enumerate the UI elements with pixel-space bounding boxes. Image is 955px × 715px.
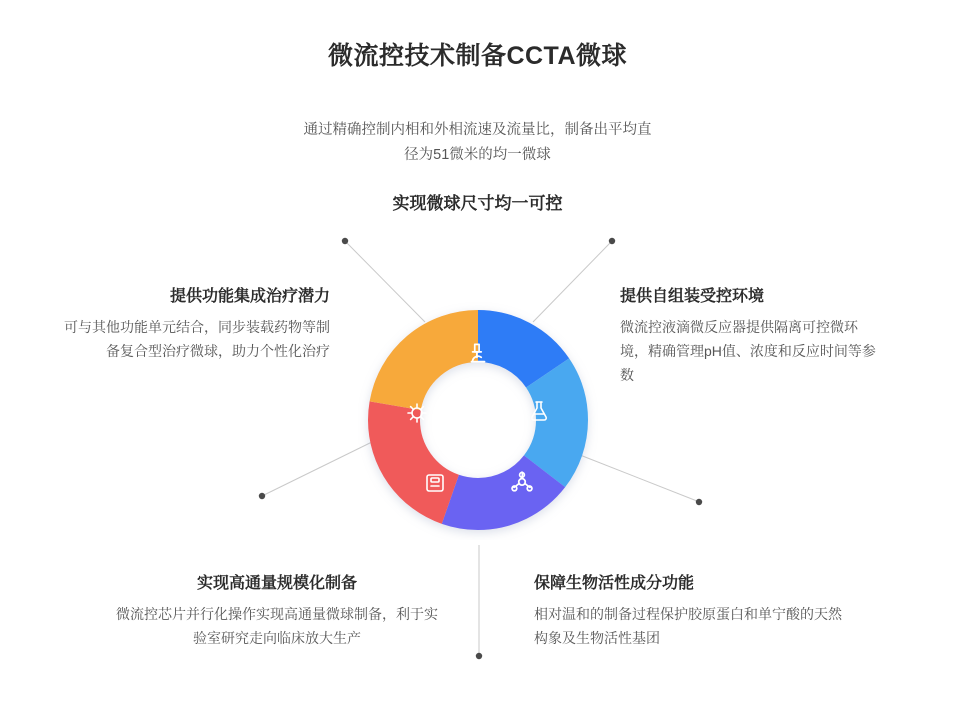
biohazard-icon — [505, 466, 539, 500]
callout-body: 可与其他功能单元结合，同步装载药物等制备复合型治疗微球，助力个性化治疗 — [64, 319, 330, 359]
callout-body: 微流控芯片并行化操作实现高通量微球制备，利于实验室研究走向临床放大生产 — [116, 606, 438, 646]
callout-heading: 提供功能集成治疗潜力 — [169, 288, 330, 305]
top-description: 通过精确控制内相和外相流速及流量比，制备出平均直径为51微米的均一微球 — [303, 122, 652, 163]
callout-body: 相对温和的制备过程保护胶原蛋白和单宁酸的天然构象及生物活性基团 — [534, 606, 842, 646]
virus-icon — [400, 396, 434, 430]
page-title: 微流控技术制备CCTA微球 — [327, 42, 628, 70]
callout-body: 微流控液滴微反应器提供隔离可控微环境，精确管理pH值、浓度和反应时间等参数 — [620, 319, 876, 383]
scale-icon — [418, 466, 452, 500]
callout-potential — [55, 283, 330, 363]
callout-heading: 实现高通量规模化制备 — [196, 575, 357, 592]
top-headline: 实现微球尺寸均一可控 — [392, 194, 563, 213]
donut-chart — [358, 300, 598, 540]
callout-scale — [112, 570, 442, 650]
microscope-icon — [461, 336, 495, 370]
callout-heading: 提供自组装受控环境 — [620, 288, 765, 305]
callout-bioactivity — [534, 570, 854, 650]
lab-flask-icon — [522, 394, 556, 428]
callout-heading: 保障生物活性成分功能 — [534, 575, 695, 592]
callout-environment — [620, 283, 880, 387]
